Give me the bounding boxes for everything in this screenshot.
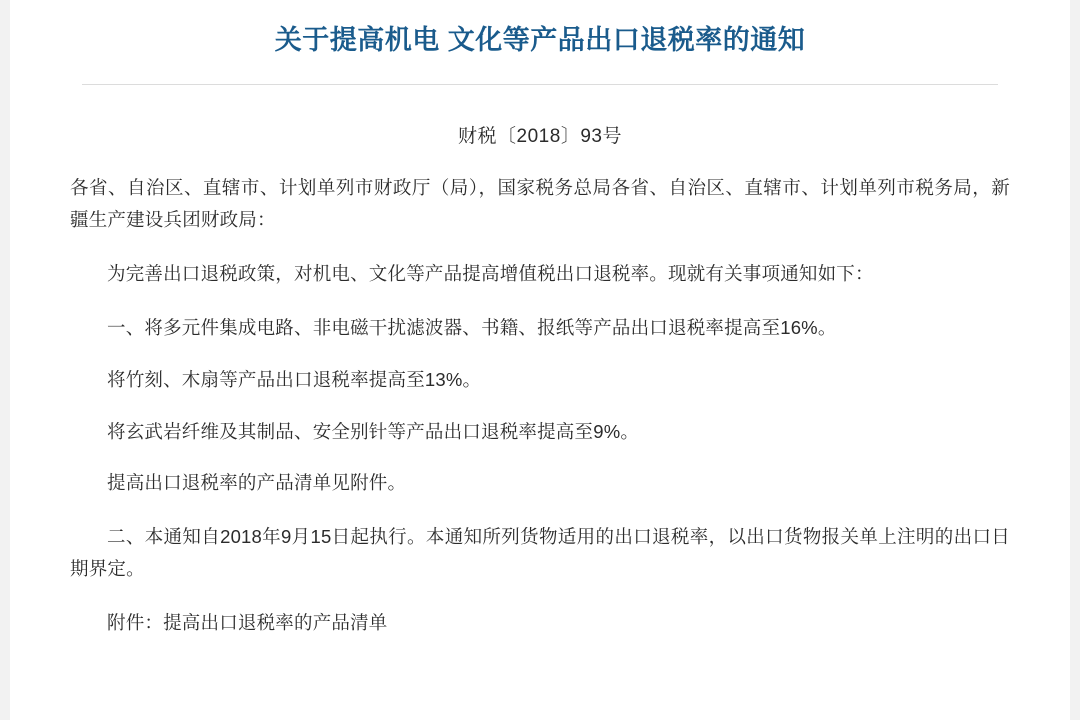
page-title: 关于提高机电 文化等产品出口退税率的通知	[274, 25, 806, 55]
title-divider	[82, 84, 998, 85]
page-gutter-left	[0, 0, 10, 720]
document-number: 财税〔2018〕93号	[458, 126, 622, 148]
paragraph-attachment: 附件：提高出口退税率的产品清单	[107, 611, 388, 633]
paragraph-item-one: 一、将多元件集成电路、非电磁干扰滤波器、书籍、报纸等产品出口退税率提高至16%。	[107, 316, 837, 338]
paragraph-item-one-d: 提高出口退税率的产品清单见附件。	[107, 472, 407, 494]
paragraph-item-two: 二、本通知自2018年9月15日起执行。本通知所列货物适用的出口退税率，以出口货物报关单上注明的出口日期界定。	[70, 526, 1010, 579]
paragraph-item-one-c: 将玄武岩纤维及其制品、安全别针等产品出口退税率提高至9%。	[107, 420, 640, 442]
page-gutter-right	[1070, 0, 1080, 720]
document-content	[10, 0, 1070, 720]
paragraph-addressee: 各省、自治区、直辖市、计划单列市财政厅（局），国家税务总局各省、自治区、直辖市、计划单列市税务局，新疆生产建设兵团财政局：	[70, 177, 1010, 231]
paragraph-preamble: 为完善出口退税政策，对机电、文化等产品提高增值税出口退税率。现就有关事项通知如下：	[107, 263, 874, 285]
paragraph-item-one-b: 将竹刻、木扇等产品出口退税率提高至13%。	[107, 368, 482, 390]
